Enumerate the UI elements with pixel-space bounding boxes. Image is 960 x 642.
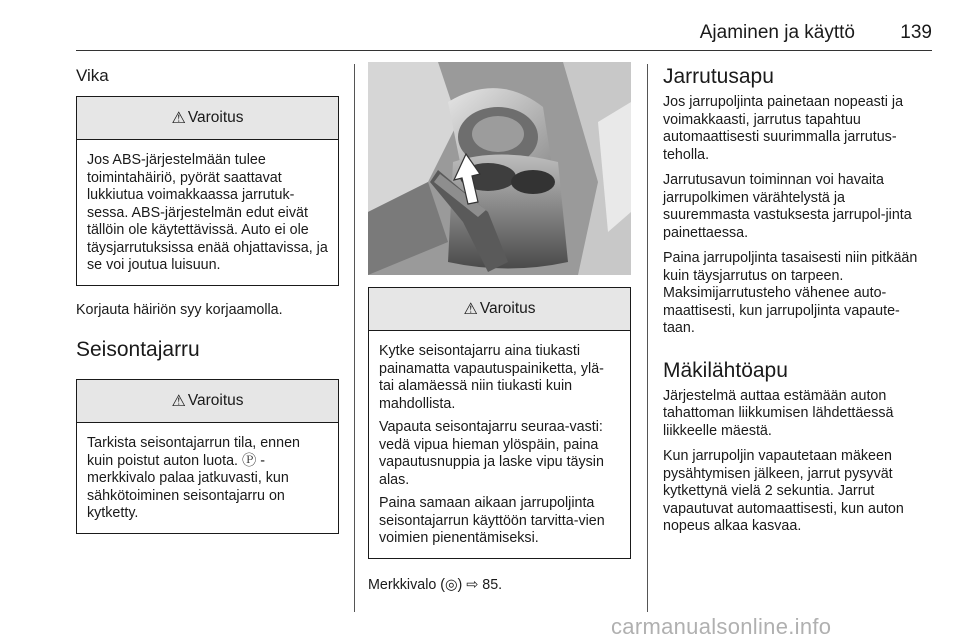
parking-indicator-icon: Ⓟ [242, 452, 257, 469]
column-divider-1 [354, 64, 355, 612]
warning-header [369, 288, 630, 331]
warning-body [369, 331, 630, 558]
watermark: carmanualsonline.info [611, 614, 832, 639]
warning-title: Varoitus [187, 109, 244, 126]
warning-text-part2: -merkkivalo palaa jatkuvasti, kun sähkötoiminen seisontajarru on kytketty. [87, 452, 289, 521]
heading-hill-start-assist: Mäkilähtöapu [663, 358, 788, 382]
repair-text: Korjauta häiriön syy korjaamolla. [76, 301, 283, 318]
brake-indicator-icon: (◎) [440, 576, 463, 593]
warning-header [77, 97, 338, 140]
heading-parking-brake: Seisontajarru [76, 338, 200, 361]
warning-header [77, 380, 338, 423]
warning-body [77, 423, 338, 533]
warning-triangle-icon: ⚠ [463, 301, 478, 318]
brake-assist-paragraph-1: Jos jarrupoljinta painetaan nopeasti ja voimakkaasti, jarrutus tapahtuu automaattisesti suurimmalla jarrutus-teholla. [663, 94, 904, 163]
page-ref-arrow-icon: ⇨ [466, 576, 479, 593]
column-divider-2 [647, 64, 648, 612]
brake-assist-paragraph-3: Paina jarrupoljinta tasaisesti niin pitkään kuin täysjarrutus on tarpeen. Maksimijarrutusteho vähenee auto-maattisesti, kun jarrupoljinta vapaute-taan. [663, 250, 918, 336]
warning-title: Varoitus [479, 300, 536, 317]
warning-paragraph-3: Paina samaan aikaan jarrupoljinta seisontajarrun käyttöön tarvitta-vien voimien pienentämiseksi. [379, 495, 605, 546]
heading-brake-assist: Jarrutusapu [663, 65, 774, 88]
warning-triangle-icon: ⚠ [171, 393, 186, 410]
warning-paragraph-2: Vapauta seisontajarru seuraa-vasti: vedä vipua hieman ylöspäin, paina vapautusnuppia ja laske vipu täysin alas. [379, 419, 604, 488]
column-right [663, 62, 926, 544]
warning-box-parking [76, 379, 339, 534]
page-number: 139 [900, 22, 932, 43]
warning-title: Varoitus [187, 392, 244, 409]
hill-assist-paragraph-1: Järjestelmä auttaa estämään auton tahattoman liikkumisen lähdettäessä liikkeelle mäestä. [663, 387, 894, 439]
warning-paragraph-1: Kytke seisontajarru aina tiukasti painamatta vapautuspainiketta, ylä- tai alamäessä niin tiukasti kuin mahdollista. [379, 343, 604, 412]
warning-box-abs [76, 96, 339, 286]
parking-brake-lever-photo [368, 62, 631, 275]
header-divider [76, 50, 932, 51]
page-ref-number: 85. [478, 576, 503, 593]
brake-assist-paragraph-2: Jarrutusavun toiminnan voi havaita jarrupolkimen värähtelystä ja suuremmasta vastuksesta jarrupol-jinta painettaessa. [663, 172, 912, 241]
warning-triangle-icon: ⚠ [171, 110, 186, 127]
column-left [76, 62, 339, 548]
page-header-title: Ajaminen ja käyttö [699, 22, 855, 43]
indicator-reference [368, 577, 631, 595]
hill-assist-paragraph-2: Kun jarrupoljin vapautetaan mäkeen pysähtymisen jälkeen, jarrut pysyvät kytkettynä vielä 2 sekuntia. Jarrut vapautuvat automaattisesti, kun auton nopeus alkaa kasvaa. [663, 448, 904, 534]
column-middle [368, 62, 631, 602]
indicator-label: Merkkivalo [368, 576, 441, 593]
warning-box-usage [368, 287, 631, 559]
warning-text-part1: Tarkista seisontajarrun tila, ennen kuin poistut auton luota. [87, 435, 300, 469]
heading-fault: Vika [76, 66, 109, 85]
warning-body: Jos ABS-järjestelmään tulee toimintahäiriö, pyörät saattavat lukkiutua voimakkaassa jarrutuk-sessa. ABS-järjestelmän edut eivät tällöin ole käytettävissä. Auto ei ole täysjarrutuksissa enää ohjattavissa, ja se voi joutua luisuun. [87, 152, 328, 273]
